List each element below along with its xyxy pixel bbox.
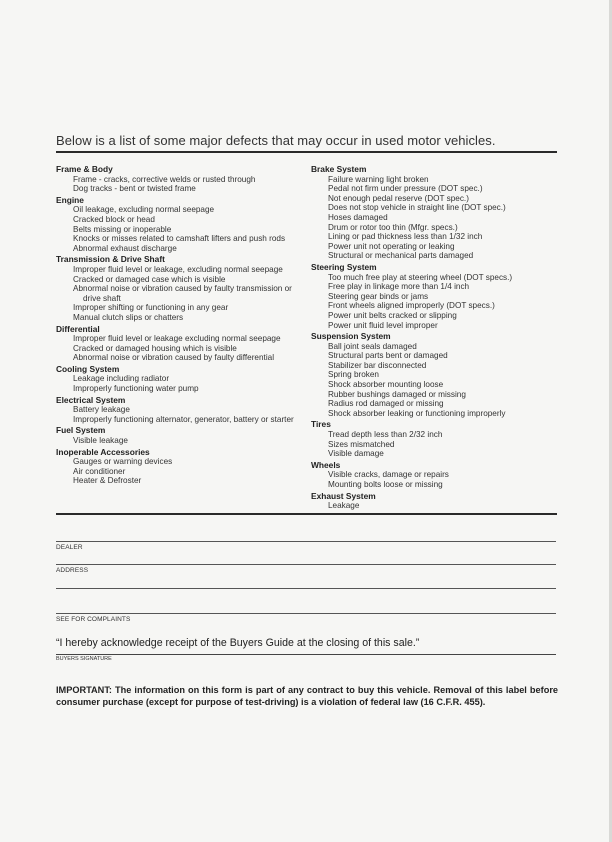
dealer-label: DEALER bbox=[56, 544, 83, 551]
defects-heading: Below is a list of some major defects that may occur in used motor vehicles. bbox=[56, 133, 496, 148]
defect-item: Steering gear binds or jams bbox=[328, 291, 429, 301]
defect-section bbox=[311, 420, 561, 458]
defect-section bbox=[311, 461, 561, 490]
defect-section bbox=[56, 426, 301, 445]
defect-item: Rubber bushings damaged or missing bbox=[328, 389, 466, 399]
defect-item: Heater & Defroster bbox=[73, 476, 142, 486]
complaints-line bbox=[56, 613, 556, 614]
section-title: Brake System bbox=[311, 164, 367, 174]
defect-item: Front wheels aligned improperly (DOT specs.) bbox=[328, 301, 495, 311]
section-title: Exhaust System bbox=[311, 490, 376, 501]
section-title: Frame & Body bbox=[56, 164, 113, 174]
section-title: Electrical System bbox=[56, 394, 126, 405]
defect-section bbox=[311, 492, 561, 511]
defect-section bbox=[311, 165, 561, 261]
defect-item: Cracked or damaged case which is visible bbox=[73, 274, 226, 284]
defect-item: Abnormal noise or vibration caused by faulty differential bbox=[73, 353, 275, 363]
defect-item: Cracked block or head bbox=[73, 214, 155, 224]
defect-item: Pedal not firm under pressure (DOT spec.) bbox=[328, 184, 483, 194]
defect-item: Improper fluid level or leakage, excluding normal seepage bbox=[73, 264, 283, 274]
section-title: Tires bbox=[311, 419, 331, 430]
defect-item: Visible leakage bbox=[73, 436, 128, 446]
dealer-line bbox=[56, 541, 556, 542]
defect-item: Shock absorber mounting loose bbox=[328, 380, 444, 390]
right-defects-column bbox=[311, 164, 561, 513]
address-line bbox=[56, 564, 556, 565]
section-title: Steering System bbox=[311, 261, 377, 272]
middle-rule bbox=[56, 513, 557, 515]
defect-item: Abnormal exhaust discharge bbox=[73, 243, 177, 253]
defect-item: Mounting bolts loose or missing bbox=[328, 480, 443, 489]
top-rule bbox=[56, 151, 557, 153]
section-title: Fuel System bbox=[56, 425, 106, 436]
section-title: Cooling System bbox=[56, 363, 120, 374]
signature-label: BUYERS SIGNATURE bbox=[56, 656, 112, 662]
important-notice: IMPORTANT: The information on this form is part of any contract to buy this vehicle. Removal of this label before consumer purchase (except for purpose of test-driving) is a violation of federal law (16 C.F.R. 455). bbox=[56, 685, 558, 707]
defect-section bbox=[56, 325, 301, 363]
defect-item: Too much free play at steering wheel (DOT specs.) bbox=[328, 272, 513, 282]
signature-line bbox=[56, 654, 556, 655]
defect-item: Sizes mismatched bbox=[328, 439, 395, 449]
defect-item: Hoses damaged bbox=[328, 212, 388, 222]
defect-item: Visible cracks, damage or repairs bbox=[328, 470, 449, 480]
section-title: Differential bbox=[56, 323, 100, 334]
defect-section bbox=[56, 196, 301, 254]
defect-section bbox=[56, 396, 301, 425]
defect-item: Tread depth less than 2/32 inch bbox=[328, 430, 443, 440]
defect-item: Failure warning light broken bbox=[328, 174, 429, 184]
section-title: Suspension System bbox=[311, 331, 391, 342]
address-line-2 bbox=[56, 588, 556, 589]
defect-item: Not enough pedal reserve (DOT spec.) bbox=[328, 193, 469, 203]
defect-item: Improper shifting or functioning in any gear bbox=[73, 303, 229, 313]
defect-item: Power unit belts cracked or slipping bbox=[328, 310, 457, 320]
defect-item: Stabilizer bar disconnected bbox=[328, 360, 427, 370]
defect-item: Drum or rotor too thin (Mfgr. specs.) bbox=[328, 222, 458, 232]
section-title: Wheels bbox=[311, 459, 341, 470]
defect-item: Improperly functioning water pump bbox=[73, 384, 199, 394]
defect-item: Cracked or damaged housing which is visible bbox=[73, 343, 237, 353]
defect-item: Lining or pad thickness less than 1/32 inch bbox=[328, 232, 483, 242]
acknowledgement-statement: “I hereby acknowledge receipt of the Buyers Guide at the closing of this sale.” bbox=[56, 637, 420, 649]
defect-item: Improperly functioning alternator, generator, battery or starter bbox=[73, 414, 294, 424]
address-label: ADDRESS bbox=[56, 567, 89, 574]
section-title: Engine bbox=[56, 194, 84, 205]
defect-item: Improper fluid level or leakage excluding normal seepage bbox=[73, 334, 281, 344]
defect-item: Structural parts bent or damaged bbox=[328, 351, 448, 361]
section-title: Inoperable Accessories bbox=[56, 446, 150, 457]
defect-section bbox=[56, 448, 301, 486]
defect-item: Free play in linkage more than 1/4 inch bbox=[328, 282, 470, 292]
defect-item: Oil leakage, excluding normal seepage bbox=[73, 205, 215, 215]
left-defects-column bbox=[56, 164, 301, 488]
defect-item: Ball joint seals damaged bbox=[328, 341, 417, 351]
defect-item: Leakage bbox=[328, 501, 360, 511]
defect-item: Air conditioner bbox=[73, 466, 126, 476]
defect-section bbox=[311, 332, 561, 418]
defect-item: Frame - cracks, corrective welds or rusted through bbox=[73, 174, 256, 184]
defect-section bbox=[56, 365, 301, 394]
defect-item: Leakage including radiator bbox=[73, 374, 170, 384]
defect-item: Belts missing or inoperable bbox=[73, 224, 172, 234]
defect-section bbox=[56, 255, 301, 322]
defect-section bbox=[56, 165, 301, 194]
defect-item: Power unit not operating or leaking bbox=[328, 241, 455, 251]
defect-item: Does not stop vehicle in straight line (DOT spec.) bbox=[328, 203, 506, 213]
defect-item: Abnormal noise or vibration caused by faulty transmission or drive shaft bbox=[73, 284, 292, 303]
defect-item: Visible damage bbox=[328, 449, 384, 459]
defect-item: Knocks or misses related to camshaft lifters and push rods bbox=[73, 234, 286, 244]
defect-item: Battery leakage bbox=[73, 405, 130, 415]
defect-item: Gauges or warning devices bbox=[73, 457, 173, 467]
defect-item: Manual clutch slips or chatters bbox=[73, 312, 184, 322]
defect-item: Structural or mechanical parts damaged bbox=[328, 251, 474, 261]
section-title: Transmission & Drive Shaft bbox=[56, 254, 165, 265]
complaints-label: SEE FOR COMPLAINTS bbox=[56, 616, 131, 623]
defect-item: Radius rod damaged or missing bbox=[328, 399, 444, 409]
defect-item: Spring broken bbox=[328, 370, 379, 380]
defect-item: Shock absorber leaking or functioning improperly bbox=[328, 408, 506, 418]
defect-item: Power unit fluid level improper bbox=[328, 320, 438, 330]
defect-item: Dog tracks - bent or twisted frame bbox=[73, 184, 196, 194]
defect-section bbox=[311, 263, 561, 330]
